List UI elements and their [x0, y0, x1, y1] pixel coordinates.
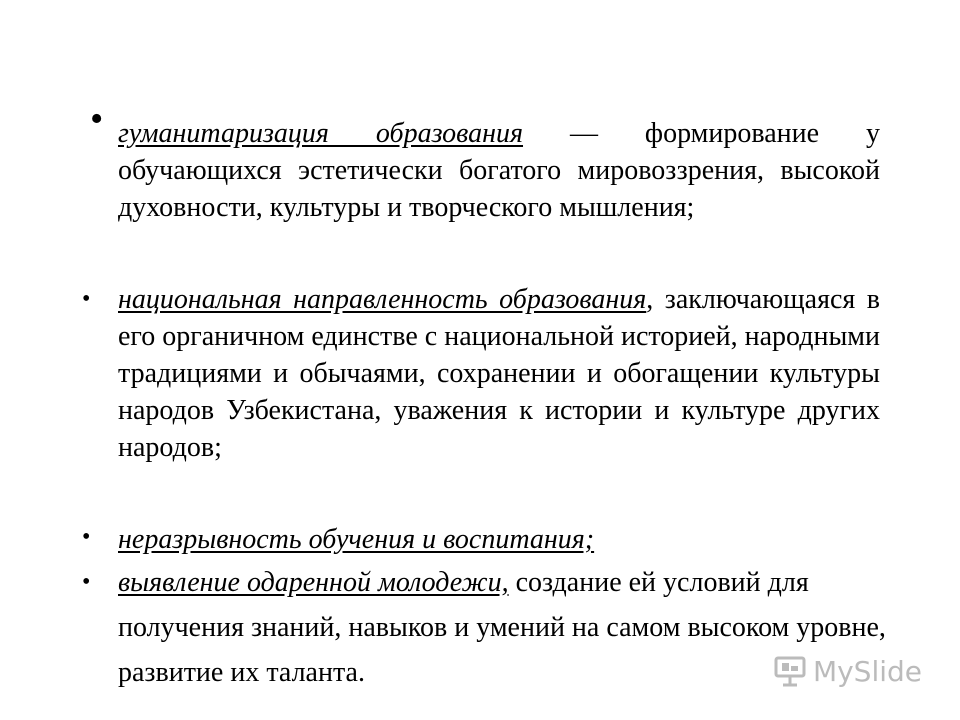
list-item	[82, 521, 880, 558]
bullet-marker: •	[90, 98, 104, 140]
list-item-text: — формирование у обучающихся эстетически богатого мировоззрения, высокой духовности, культуры и творческого мышления;	[118, 118, 880, 223]
list-item-term: гуманитаризация образования	[118, 118, 524, 149]
list-item-text: , заключающаяся в его органичном единстве с национальной историей, народными традициями и обычаями, сохранении и обогащении культуры народов Узбекистана, уважения к истории и культуре других народов;	[118, 284, 880, 463]
bullet-marker: •	[82, 286, 91, 312]
list-item-term: выявление одаренной молодежи,	[118, 567, 509, 598]
list-item-text: создание ей условий для получения знаний, навыков и умений на самом высоком уровне, развитие их таланта.	[118, 567, 886, 688]
bullet-marker: •	[82, 569, 91, 595]
watermark	[773, 654, 922, 688]
list-item-term: национальная направленность образования	[118, 284, 647, 315]
list-item	[90, 98, 880, 226]
presentation-board-icon	[773, 654, 807, 688]
list-item	[82, 281, 880, 466]
list-item-term: неразрывность обучения и воспитания;	[118, 524, 595, 555]
watermark-text: MySlide	[812, 654, 922, 688]
bullet-marker: •	[82, 524, 91, 550]
